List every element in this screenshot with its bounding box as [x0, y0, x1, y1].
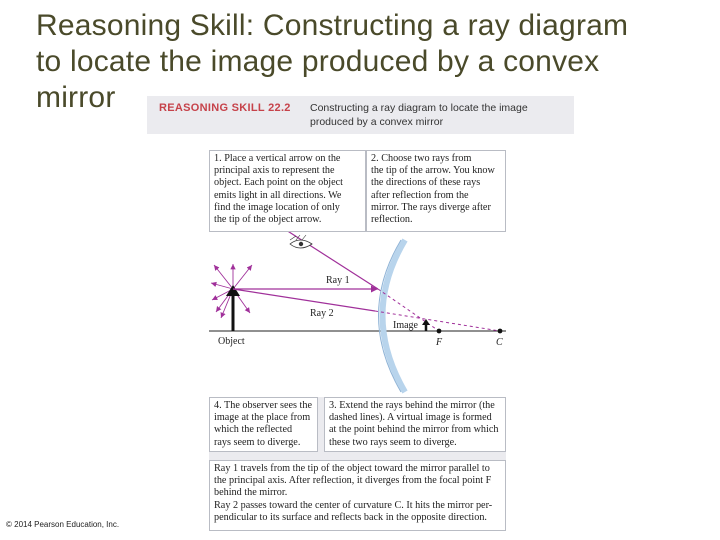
step-1-line: find the image location of only [214, 201, 340, 213]
rays-explanation-line: Ray 2 passes toward the center of curvature C. It hits the mirror per- [214, 499, 493, 511]
center-of-curvature [498, 329, 503, 334]
step-1-box [209, 150, 366, 232]
step-2-line: mirror. The rays diverge after [371, 201, 491, 213]
step-1-line: principal axis to represent the [214, 165, 335, 177]
step-1-line: object. Each point on the object [214, 177, 344, 189]
focal-point [437, 329, 442, 334]
step-2-line: after reflection from the [371, 189, 469, 201]
step-4-line: image at the place from [214, 412, 311, 424]
step-3-line: at the point behind the mirror from which [329, 424, 499, 436]
slide-title-line-1: Reasoning Skill: Constructing a ray diagram [36, 9, 629, 42]
object-label: Object [218, 336, 245, 347]
slide-title-line-3: mirror [36, 81, 116, 114]
step-4-line: which the reflected [214, 424, 293, 436]
copyright-notice: © 2014 Pearson Education, Inc. [6, 520, 120, 529]
rays-explanation-line: pendicular to its surface and reflects back in the opposite direction. [214, 511, 487, 523]
step-1-line: the tip of the object arrow. [214, 214, 322, 226]
step-4-box [209, 397, 318, 452]
step-4-line: 4. The observer sees the [214, 400, 312, 411]
rays-explanation-box [209, 460, 506, 531]
rays-explanation-line: the principal axis. After reflection, it diverges from the focal point F [214, 475, 492, 487]
diagram-panel [209, 232, 506, 397]
step-2-line: reflection. [371, 214, 413, 226]
subtitle-line-1: Constructing a ray diagram to locate the image [310, 102, 528, 114]
step-2-line: the tip of the arrow. You know [371, 165, 495, 177]
ray-2-label: Ray 2 [310, 308, 334, 319]
reasoning-skill-label: REASONING SKILL 22.2 [159, 102, 291, 114]
step-1-line: 1. Place a vertical arrow on the [214, 153, 341, 164]
rays-explanation-line: Ray 1 travels from the tip of the object toward the mirror parallel to [214, 463, 490, 474]
slide-title-line-2: to locate the image produced by a convex [36, 45, 600, 78]
step-3-line: dashed lines). A virtual image is formed [329, 412, 492, 424]
step-4-line: rays seem to diverge. [214, 436, 301, 448]
step-2-box [366, 150, 506, 232]
subtitle-line-2: produced by a convex mirror [310, 116, 444, 128]
step-2-line: 2. Choose two rays from [371, 153, 472, 164]
step-3-box [324, 397, 506, 452]
step-3-line: 3. Extend the rays behind the mirror (the [329, 400, 495, 411]
step-2-line: the directions of these rays [371, 177, 481, 189]
image-label: Image [393, 320, 418, 331]
step-3-line: these two rays seem to diverge. [329, 436, 457, 448]
ray-1-label: Ray 1 [326, 275, 350, 286]
focal-label: F [436, 337, 443, 348]
center-label: C [496, 337, 503, 348]
rays-explanation-line: behind the mirror. [214, 487, 288, 499]
step-1-line: emits light in all directions. We [214, 189, 342, 201]
